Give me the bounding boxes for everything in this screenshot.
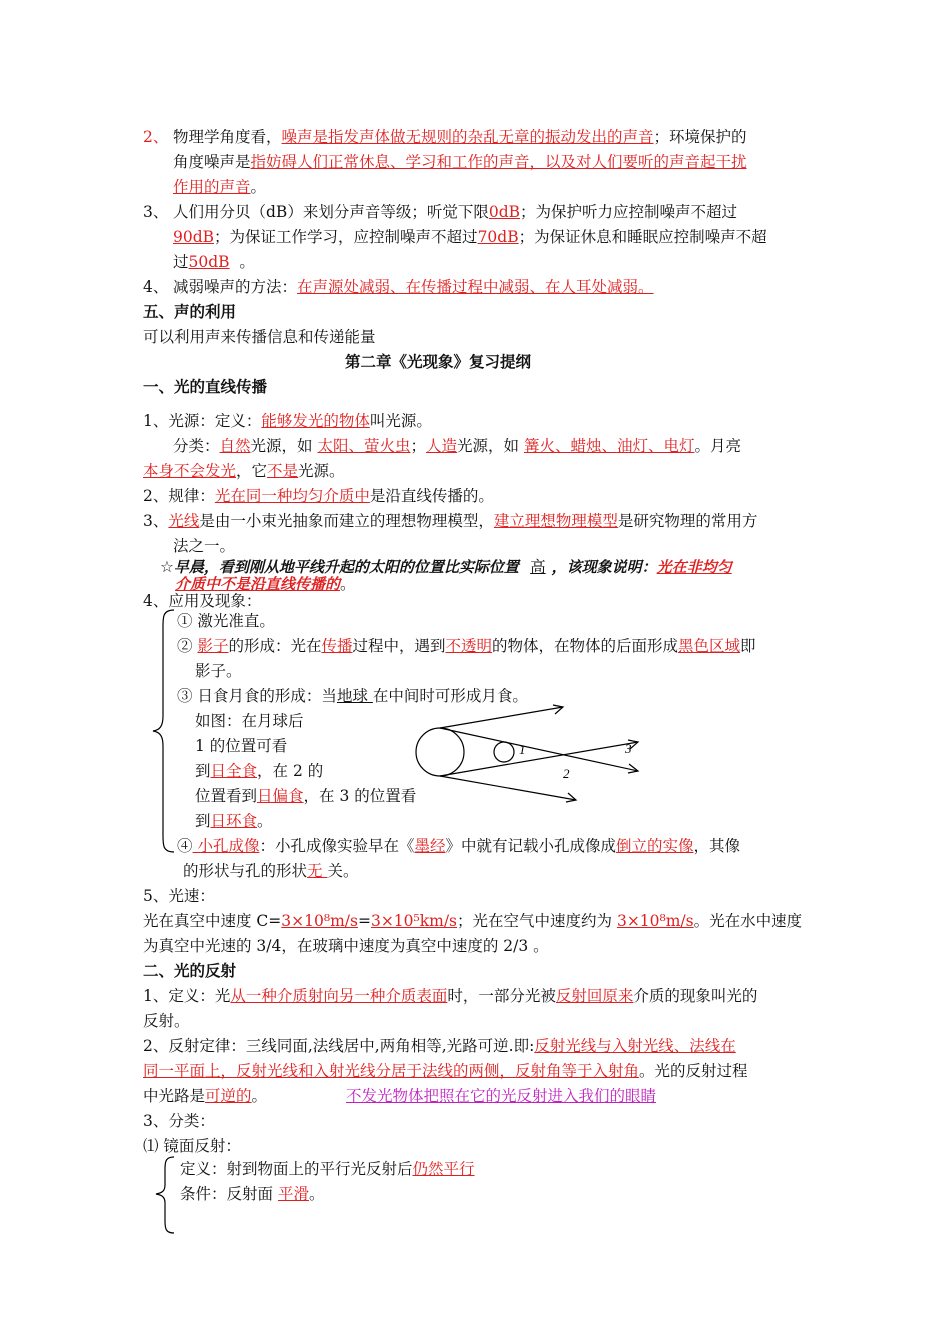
star-note-line1: ☆早晨，看到刚从地平线升起的太阳的位置比实际位置 高 ，该现象说明：光在非均匀 [160, 558, 732, 576]
specular-definition: 定义：射到物面上的平行光反射后仍然平行 [180, 1160, 475, 1178]
applications-brace [150, 608, 178, 854]
reflection-definition-line2: 反射。 [143, 1012, 190, 1030]
specular-condition: 条件：反射面 平滑。 [180, 1185, 325, 1203]
chapter-2-title: 第二章《光现象》复习提纲 [345, 353, 532, 371]
light-ray-model-cont: 法之一。 [173, 537, 236, 555]
applications-heading: 4、应用及现象： [143, 592, 262, 610]
position-label-3: 3 [625, 741, 632, 756]
eclipse-text-3: 到日全食，在 2 的 [195, 762, 324, 780]
light-speed-line1: 光在真空中速度 C=3×10⁸m/s=3×10⁵km/s；光在空气中速度约为 3×10⁸m/s。光在水中速度 [143, 912, 803, 930]
reflection-types-heading: 3、分类： [143, 1112, 215, 1130]
eclipse-text-4: 位置看到日偏食，在 3 的位置看 [195, 787, 417, 805]
app-pinhole-line2: 的形状与孔的形状无 关。 [183, 862, 359, 880]
app-eclipse: ③ 日食月食的形成：当地球 在中间时可形成月食。 [177, 687, 528, 705]
eclipse-text-2: 1 的位置可看 [195, 737, 288, 755]
noise-item-2-line1: 2、 物理学角度看，噪声是指发声体做无规则的杂乱无章的振动发出的声音；环境保护的 [143, 128, 747, 146]
reflection-law-line1: 2、反射定律：三线同面,法线居中,两角相等,光路可逆.即:反射光线与入射光线、法线在 [143, 1037, 736, 1055]
app-pinhole-line1: ④ 小孔成像：小孔成像实验早在《墨经》中就有记载小孔成像成倒立的实像，其像 [177, 837, 741, 855]
light-speed-heading: 5、光速： [143, 887, 215, 905]
reflection-law-line2: 同一平面上，反射光线和入射光线分居于法线的两侧，反射角等于入射角。光的反射过程 [143, 1062, 748, 1080]
light-speed-line2: 为真空中光速的 3/4，在玻璃中速度为真空中速度的 2/3 。 [143, 937, 549, 955]
specular-brace [152, 1155, 178, 1235]
propagation-rule: 2、规律：光在同一种均匀介质中是沿直线传播的。 [143, 487, 494, 505]
section-2-heading: 二、光的反射 [143, 962, 237, 980]
noise-item-3-line2: 90dB；为保证工作学习，应控制噪声不超过70dB；为保证休息和睡眠应控制噪声不超 [173, 228, 767, 246]
app-laser: ① 激光准直。 [177, 612, 275, 630]
eclipse-text-5: 到日环食。 [195, 812, 273, 830]
light-ray-model: 3、光线是由一小束光抽象而建立的理想物理模型，建立理想物理模型是研究物理的常用方 [143, 512, 758, 530]
section-5-text: 可以利用声来传播信息和传递能量 [143, 328, 376, 346]
noise-item-2-line2: 角度噪声是指妨碍人们正常休息、学习和工作的声音，以及对人们要听的声音起干扰 [173, 153, 747, 171]
noise-item-3-line1: 3、 人们用分贝（dB）来划分声音等级；听觉下限0dB；为保护听力应控制噪声不超过 [143, 203, 738, 221]
noise-item-4: 4、 减弱噪声的方法：在声源处减弱、在传播过程中减弱、在人耳处减弱。 [143, 278, 654, 296]
position-label-1: 1 [519, 742, 526, 757]
sun-circle [416, 728, 464, 776]
app-shadow-line2: 影子。 [195, 662, 242, 680]
moon-circle [494, 742, 514, 762]
section-5-heading: 五、声的利用 [143, 303, 237, 321]
noise-item-3-line3: 过50dB 。 [173, 253, 255, 271]
specular-reflection-heading: ⑴ 镜面反射： [143, 1137, 241, 1155]
star-note-line2: 介质中不是沿直线传播的。 [175, 575, 356, 593]
eclipse-diagram [410, 700, 650, 810]
light-source-classification: 分类：自然光源，如 太阳、萤火虫；人造光源，如 篝火、蜡烛、油灯、电灯。月亮 [173, 437, 741, 455]
reflection-definition-line1: 1、定义：光从一种介质射向另一种介质表面时，一部分光被反射回原来介质的现象叫光的 [143, 987, 758, 1005]
position-label-2: 2 [563, 766, 570, 781]
reflection-note: 不发光物体把照在它的光反射进入我们的眼睛 [346, 1087, 657, 1105]
moon-not-source: 本身不会发光，它不是光源。 [143, 462, 345, 480]
noise-item-2-line3: 作用的声音。 [173, 178, 267, 196]
light-source-definition: 1、光源：定义：能够发光的物体叫光源。 [143, 412, 432, 430]
eclipse-text-1: 如图：在月球后 [195, 712, 304, 730]
app-shadow-line1: ② 影子的形成：光在传播过程中，遇到不透明的物体，在物体的后面形成黑色区域即 [177, 637, 756, 655]
reflection-law-line3: 中光路是可逆的。 [143, 1087, 268, 1105]
section-1-heading: 一、光的直线传播 [143, 378, 268, 396]
